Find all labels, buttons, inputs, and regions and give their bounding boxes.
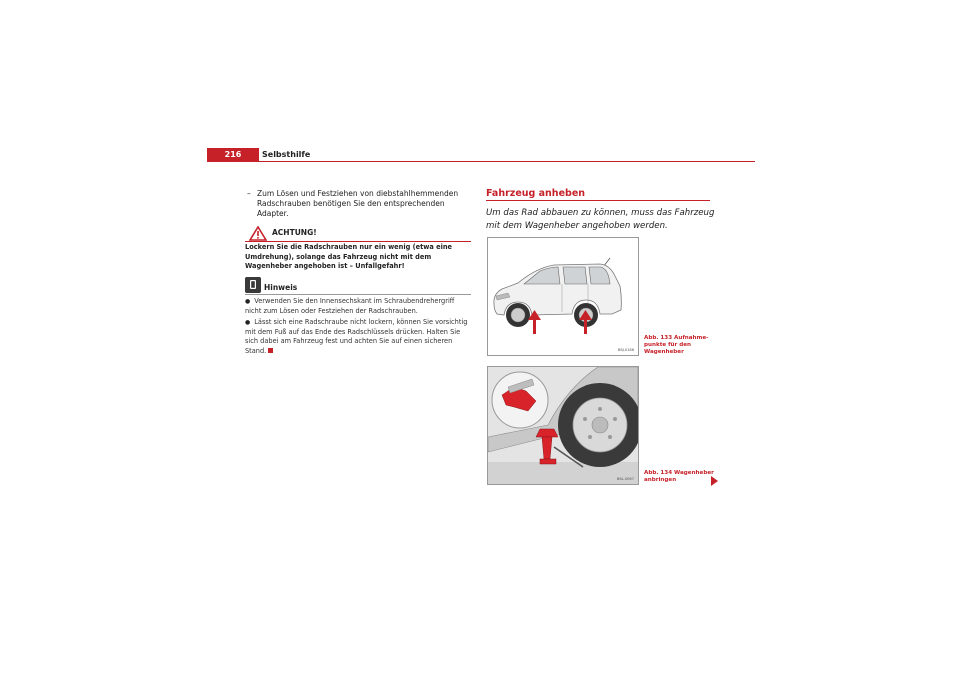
dash-marker: –: [247, 189, 251, 198]
bullet-dot-icon: ●: [245, 298, 251, 305]
page-number: 216: [207, 148, 259, 162]
figure-code: B6L-0067: [616, 477, 634, 481]
heading-rule: [486, 200, 710, 201]
note-item: [245, 318, 471, 356]
figure-caption: Abb. 134 Wagenheber anbringen: [644, 470, 714, 483]
warning-title: ACHTUNG!: [272, 228, 317, 237]
note-rule: [245, 294, 471, 295]
dash-list-item: [247, 189, 472, 219]
intro-text: Um das Rad abbauen zu können, muss das Fahrzeug mit dem Wagenheber angehoben werden.: [486, 208, 715, 231]
note-item-text: Lässt sich eine Radschraube nicht lockern, können Sie vorsichtig mit dem Fuß auf das Ende des Radschlüssels drücken. Halten Sie sich dabei am Fahrzeug fest und achten Sie auf einen sicheren Stand.: [245, 318, 468, 355]
warning-triangle-icon: [249, 226, 267, 241]
end-of-section-marker: [268, 348, 273, 353]
section-heading: Fahrzeug anheben: [486, 188, 586, 199]
next-page-arrow-icon: [711, 476, 718, 486]
car-side-illustration: [488, 238, 638, 355]
figure-caption: Abb. 133 Aufnahmepunkte für den Wagenheber: [644, 335, 709, 355]
warning-rule: [245, 241, 471, 242]
note-item-text: Verwenden Sie den Innensechskant im Schraubendrehergriff nicht zum Lösen oder Festziehen der Radschrauben.: [245, 297, 455, 315]
figure-code: B6J-0186: [617, 348, 634, 352]
header-rule: [207, 161, 755, 162]
figure-jacking-points: [487, 237, 639, 356]
section-title: Selbsthilfe: [262, 150, 311, 159]
note-item: [245, 297, 471, 316]
dash-item-text: Zum Lösen und Festziehen von diebstahlhemmenden Radschrauben benötigen Sie den entsprechenden Adapter.: [257, 189, 459, 218]
jack-illustration: [488, 367, 638, 484]
warning-text: Lockern Sie die Radschrauben nur ein wenig (etwa eine Umdrehung), solange das Fahrzeug nicht mit dem Wagenheber angehoben ist – Unfallgefahr!: [245, 243, 453, 271]
figure-jack-placement: [487, 366, 639, 485]
note-icon: [245, 277, 261, 293]
note-title: Hinweis: [264, 283, 298, 292]
bullet-dot-icon: ●: [245, 319, 251, 326]
